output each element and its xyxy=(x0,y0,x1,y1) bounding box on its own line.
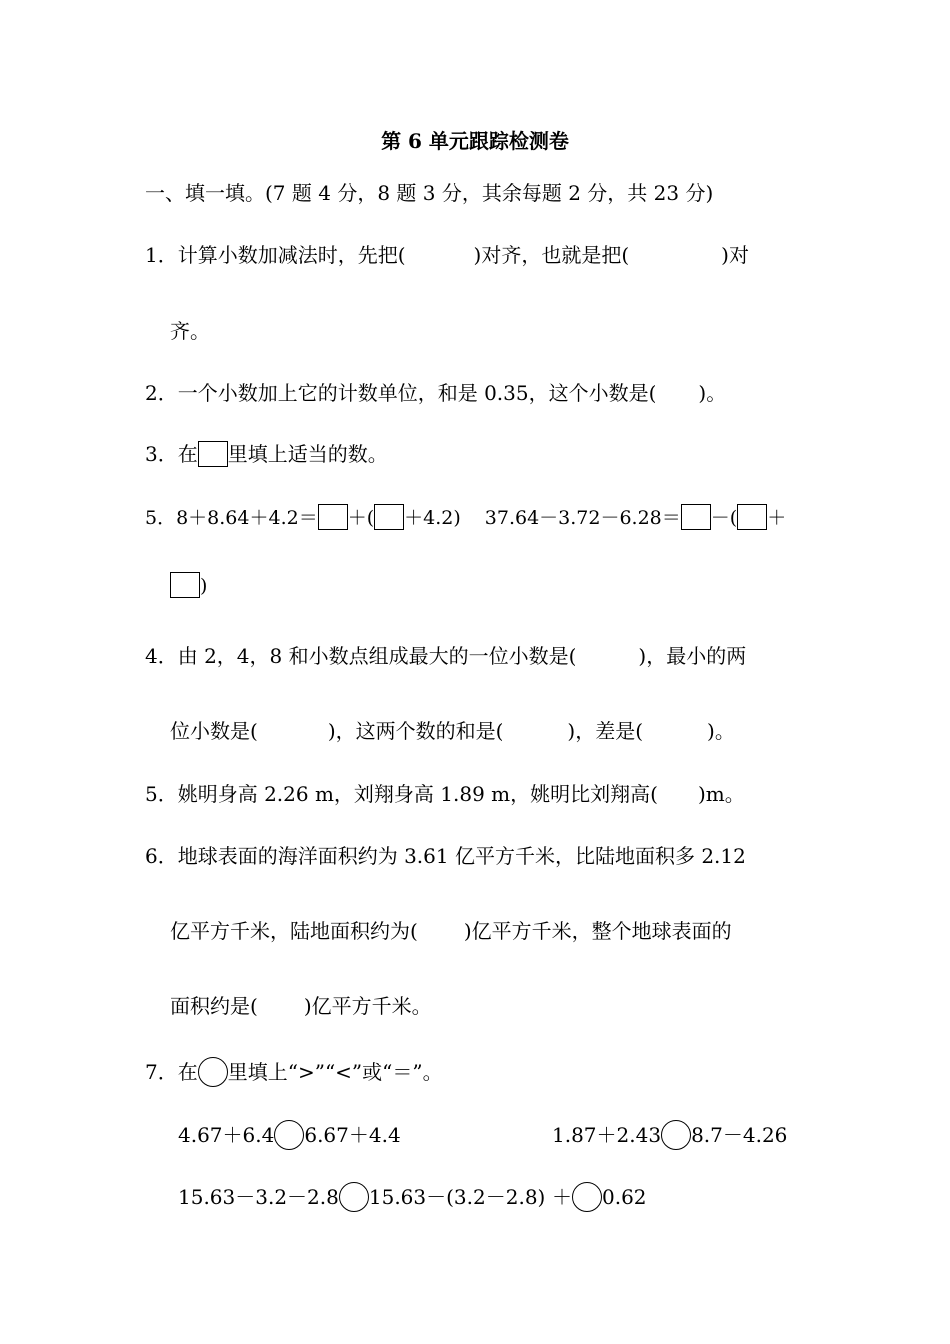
q7-row1-right xyxy=(552,1120,787,1150)
question-4-continued xyxy=(170,718,735,744)
q5a-text-c: ＋4.2) xyxy=(404,507,461,529)
q7-r1c: 1.87＋2.43 xyxy=(552,1123,662,1147)
q4-text-c: 位小数是( xyxy=(170,719,258,743)
q7-row2-left xyxy=(178,1182,545,1212)
q5b-text-b: )m。 xyxy=(697,782,745,806)
answer-box[interactable] xyxy=(737,504,767,530)
q5b-text-a: 5．姚明身高 2.26 m，刘翔身高 1.89 m，姚明比刘翔高( xyxy=(145,782,658,806)
question-1-continued: 齐。 xyxy=(170,319,210,343)
question-4 xyxy=(145,643,746,669)
q7-r1d: 8.7－4.26 xyxy=(691,1123,788,1147)
answer-box[interactable] xyxy=(318,504,348,530)
q7-row1-left xyxy=(178,1120,401,1150)
q6-text-b: 亿平方千米，陆地面积约为( xyxy=(170,919,418,943)
q7-text-b: 里填上“>”“<”或“＝”。 xyxy=(227,1060,443,1084)
compare-circle[interactable] xyxy=(572,1182,602,1212)
q2-text-a: 2．一个小数加上它的计数单位，和是 0.35，这个小数是( xyxy=(145,381,657,405)
answer-box[interactable] xyxy=(170,572,200,598)
question-7 xyxy=(145,1057,443,1087)
q1-text-a: 1．计算小数加减法时，先把( xyxy=(145,243,406,267)
answer-box[interactable] xyxy=(198,441,228,467)
question-5-heights xyxy=(145,781,745,807)
q3-text-a: 3．在 xyxy=(145,442,198,466)
q5a-text-e: －( xyxy=(710,507,738,529)
question-5-equations xyxy=(145,504,786,531)
question-6: 6．地球表面的海洋面积约为 3.61 亿平方千米，比陆地面积多 2.12 xyxy=(145,844,746,868)
q7-text-a: 7．在 xyxy=(145,1060,198,1084)
q4-text-f: )。 xyxy=(707,719,735,743)
q5a-text-f: ＋ xyxy=(767,507,787,529)
answer-box[interactable] xyxy=(374,504,404,530)
q7-r2c: ＋ xyxy=(552,1185,572,1209)
q5a-text-b: ＋( xyxy=(347,507,375,529)
q5a-text-g: ) xyxy=(200,575,208,597)
compare-circle[interactable] xyxy=(198,1057,228,1087)
page-title: 第 6 单元跟踪检测卷 xyxy=(381,129,569,153)
section-heading: 一、填一填。(7 题 4 分，8 题 3 分，其余每题 2 分，共 23 分) xyxy=(145,181,714,205)
q7-r2a: 15.63－3.2－2.8 xyxy=(178,1185,339,1209)
compare-circle[interactable] xyxy=(274,1120,304,1150)
q6-text-e: )亿平方千米。 xyxy=(303,994,432,1018)
compare-circle[interactable] xyxy=(339,1182,369,1212)
question-3 xyxy=(145,441,388,467)
q7-row2-right xyxy=(552,1182,647,1212)
q5a-text-d: 37.64－3.72－6.28＝ xyxy=(484,507,681,529)
q3-text-b: 里填上适当的数。 xyxy=(227,442,388,466)
q2-text-b: )。 xyxy=(698,381,727,405)
compare-circle[interactable] xyxy=(661,1120,691,1150)
question-6-continued-2 xyxy=(170,993,432,1019)
question-5-equations-continued xyxy=(170,572,207,599)
q5a-text-a: 5．8＋8.64＋4.2＝ xyxy=(145,507,318,529)
question-6-continued xyxy=(170,918,732,944)
q7-r1a: 4.67＋6.4 xyxy=(178,1123,275,1147)
q7-r2b: 15.63－(3.2－2.8) xyxy=(368,1185,546,1209)
q4-text-d: )，这两个数的和是( xyxy=(327,719,504,743)
q4-text-b: )，最小的两 xyxy=(638,644,747,668)
question-2 xyxy=(145,380,726,406)
q7-r1b: 6.67＋4.4 xyxy=(304,1123,401,1147)
q6-text-c: )亿平方千米，整个地球表面的 xyxy=(463,919,732,943)
q7-r2d: 0.62 xyxy=(602,1185,647,1209)
q1-text-b: )对齐，也就是把( xyxy=(473,243,630,267)
q4-text-e: )，差是( xyxy=(567,719,644,743)
q6-text-d: 面积约是( xyxy=(170,994,258,1018)
q1-text-c: )对 xyxy=(721,243,749,267)
answer-box[interactable] xyxy=(681,504,711,530)
q4-text-a: 4．由 2，4，8 和小数点组成最大的一位小数是( xyxy=(145,644,577,668)
question-1 xyxy=(145,242,749,268)
